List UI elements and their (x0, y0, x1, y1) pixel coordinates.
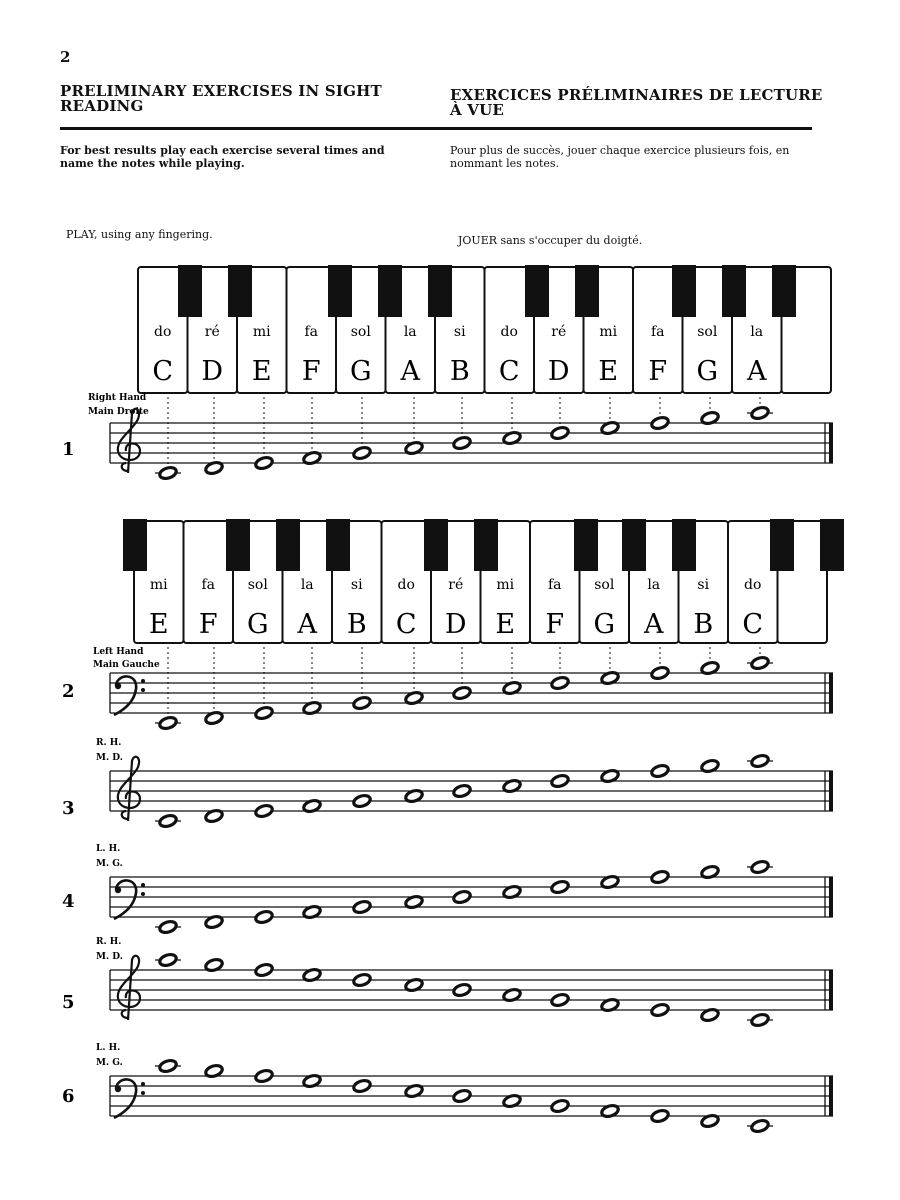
black-key (424, 519, 448, 571)
whole-note (650, 764, 669, 779)
whole-note (550, 880, 569, 895)
key-syllable-label: si (453, 324, 466, 340)
black-key (574, 519, 598, 571)
key-syllable-label: fa (304, 324, 319, 340)
whole-note (650, 870, 669, 885)
black-key (328, 265, 352, 317)
whole-note (750, 1119, 769, 1134)
hand-label: L. H. (96, 844, 121, 854)
black-key (123, 519, 147, 571)
key-letter-label: A (400, 356, 420, 387)
intro-english: For best results play each exercise several times and name the notes while playing. (60, 144, 385, 170)
bass-clef-icon (114, 880, 136, 919)
key-syllable-label: sol (247, 577, 268, 593)
key-letter-label: G (349, 356, 372, 387)
whole-note (550, 993, 569, 1008)
whole-note (550, 774, 569, 789)
whole-note (750, 754, 769, 769)
whole-note (452, 436, 471, 451)
key-syllable-label: mi (496, 577, 515, 593)
black-key (672, 519, 696, 571)
key-letter-label: E (148, 609, 169, 640)
hand-label: R. H. (96, 738, 122, 748)
bass-clef-dot (115, 1086, 121, 1092)
key-syllable-label: mi (252, 324, 271, 340)
bass-clef-dot (115, 887, 121, 893)
key-letter-label: C (498, 356, 520, 387)
whole-note (750, 860, 769, 875)
whole-note (550, 426, 569, 441)
key-letter-label: E (251, 356, 272, 387)
key-letter-label: B (449, 356, 470, 387)
whole-note (254, 963, 273, 978)
key-letter-label: D (444, 609, 467, 640)
key-syllable-label: mi (149, 577, 168, 593)
bass-clef-dot (115, 683, 121, 689)
key-letter-label: F (301, 356, 321, 387)
hand-label: Left Hand (93, 647, 144, 657)
black-key (722, 265, 746, 317)
key-syllable-label: sol (697, 324, 718, 340)
key-letter-label: C (742, 609, 764, 640)
page-number: 2 (60, 48, 71, 66)
whole-note (352, 446, 371, 461)
key-syllable-label: ré (551, 324, 567, 340)
key-letter-label: C (152, 356, 174, 387)
whole-note (158, 1059, 177, 1074)
key-syllable-label: do (744, 577, 762, 593)
bass-clef-dot (141, 1082, 145, 1086)
title-english: PRELIMINARY EXERCISES IN SIGHT READING (60, 82, 382, 115)
instruction-french: JOUER sans s'occuper du doigté. (458, 234, 643, 247)
key-syllable-label: la (403, 324, 417, 340)
key-syllable-label: do (154, 324, 172, 340)
key-syllable-label: la (647, 577, 661, 593)
hand-label: M. D. (96, 952, 123, 962)
black-key (525, 265, 549, 317)
hand-label: Right Hand (88, 393, 147, 403)
black-key (178, 265, 202, 317)
hand-label: M. G. (96, 1058, 123, 1068)
whole-note (352, 794, 371, 809)
black-key (575, 265, 599, 317)
whole-note (750, 656, 769, 671)
exercise-number: 1 (62, 439, 75, 460)
exercise-number: 5 (62, 992, 75, 1013)
key-syllable-label: la (750, 324, 764, 340)
whole-note (158, 953, 177, 968)
key-letter-label: F (545, 609, 565, 640)
whole-note (254, 1069, 273, 1084)
whole-note (352, 900, 371, 915)
bass-clef-icon (114, 676, 136, 715)
black-key (276, 519, 300, 571)
whole-note (158, 466, 177, 481)
whole-note (254, 456, 273, 471)
key-syllable-label: fa (201, 577, 216, 593)
key-letter-label: A (644, 609, 664, 640)
title-french: EXERCICES PRÉLIMINAIRES DE LECTURE À VUE (450, 86, 823, 119)
black-key (428, 265, 452, 317)
hand-label: M. D. (96, 753, 123, 763)
hand-label: Main Gauche (93, 660, 160, 670)
whole-note (650, 1109, 669, 1124)
key-letter-label: D (547, 356, 570, 387)
black-key (326, 519, 350, 571)
whole-note (158, 920, 177, 935)
key-syllable-label: ré (448, 577, 464, 593)
key-letter-label: E (495, 609, 516, 640)
key-syllable-label: do (500, 324, 518, 340)
black-key (228, 265, 252, 317)
whole-note (452, 686, 471, 701)
key-syllable-label: sol (594, 577, 615, 593)
whole-note (158, 716, 177, 731)
key-letter-label: G (246, 609, 269, 640)
key-letter-label: F (198, 609, 218, 640)
key-syllable-label: mi (599, 324, 618, 340)
key-syllable-label: sol (350, 324, 371, 340)
key-syllable-label: la (300, 577, 314, 593)
key-letter-label: A (747, 356, 767, 387)
key-syllable-label: si (697, 577, 710, 593)
key-letter-label: B (693, 609, 714, 640)
key-syllable-label: fa (547, 577, 562, 593)
bass-clef-dot (141, 679, 145, 683)
key-letter-label: F (648, 356, 668, 387)
bass-clef-dot (141, 883, 145, 887)
whole-note (254, 804, 273, 819)
whole-note (750, 1013, 769, 1028)
whole-note (452, 1089, 471, 1104)
key-letter-label: A (297, 609, 317, 640)
key-letter-label: G (696, 356, 719, 387)
exercise-number: 3 (62, 798, 75, 819)
hand-label: L. H. (96, 1043, 121, 1053)
black-key (820, 519, 844, 571)
whole-note (452, 890, 471, 905)
whole-note (550, 676, 569, 691)
whole-note (550, 1099, 569, 1114)
key-letter-label: G (593, 609, 616, 640)
whole-note (352, 696, 371, 711)
hand-label: R. H. (96, 937, 122, 947)
bass-clef-dot (141, 892, 145, 896)
key-letter-label: E (598, 356, 619, 387)
whole-note (254, 910, 273, 925)
black-key (622, 519, 646, 571)
bass-clef-dot (141, 688, 145, 692)
black-key (226, 519, 250, 571)
hand-label: Main Droite (88, 407, 149, 417)
bass-clef-dot (141, 1091, 145, 1095)
whole-note (650, 666, 669, 681)
key-syllable-label: fa (650, 324, 665, 340)
key-letter-label: D (201, 356, 224, 387)
exercise-number: 6 (62, 1086, 75, 1107)
intro-french: Pour plus de succès, jouer chaque exercice plusieurs fois, en nommant les notes. (450, 144, 790, 170)
whole-note (650, 1003, 669, 1018)
black-key (772, 265, 796, 317)
whole-note (158, 814, 177, 829)
whole-note (750, 406, 769, 421)
key-syllable-label: do (397, 577, 415, 593)
black-key (474, 519, 498, 571)
key-letter-label: C (395, 609, 417, 640)
instruction-english: PLAY, using any fingering. (66, 228, 213, 241)
whole-note (254, 706, 273, 721)
key-syllable-label: si (350, 577, 363, 593)
hand-label: M. G. (96, 859, 123, 869)
key-letter-label: B (346, 609, 367, 640)
bass-clef-icon (114, 1079, 136, 1118)
exercise-number: 2 (62, 681, 75, 702)
key-syllable-label: ré (204, 324, 220, 340)
whole-note (452, 784, 471, 799)
black-key (770, 519, 794, 571)
exercise-number: 4 (62, 891, 75, 912)
whole-note (452, 983, 471, 998)
whole-note (352, 973, 371, 988)
whole-note (650, 416, 669, 431)
whole-note (352, 1079, 371, 1094)
black-key (672, 265, 696, 317)
black-key (378, 265, 402, 317)
